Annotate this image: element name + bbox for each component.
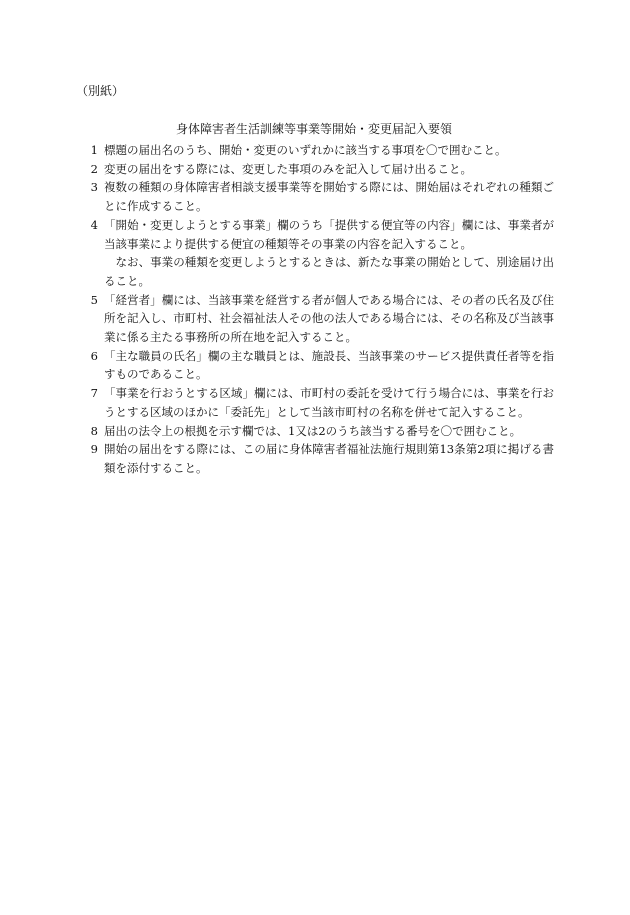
document-title: 身体障害者生活訓練等事業等開始・変更届記入要領 [176,122,453,136]
item-number: 7 [90,386,98,401]
item-continuation-text: なお、事業の種類を変更しようとするときは、新たな事業の開始として、別途届け出ること。 [104,255,554,288]
instruction-item-9 [84,440,554,477]
instruction-item-1 [84,141,554,160]
item-text: 開始の届出をする際には、この届に身体障害者福祉法施行規則第13条第2項に掲げる書類を添付すること。 [104,442,554,475]
item-text: 届出の法令上の根拠を示す欄では、1又は2のうち該当する番号を〇で囲むこと。 [104,423,522,438]
instruction-item-2 [84,160,554,179]
item-text: 複数の種類の身体障害者相談支援事業等を開始する際には、開始届はそれぞれの種類ごとに作成すること。 [104,180,554,214]
instruction-item-6 [84,347,554,384]
item-text: 「経営者」欄には、当該事業を経営する者が個人である場合には、その者の氏名及び住所を記入し、市町村、社会福祉法人その他の法人である場合には、その名称及び当該事業に係る主たる事務所の所在地を記入すること。 [104,292,554,345]
item-number: 3 [90,180,98,195]
item-text: 「開始・変更しようとする事業」欄のうち「提供する便宜等の内容」欄には、事業者が当該事業により提供する便宜の種類等その事業の内容を記入すること。 [104,217,554,251]
item-text: 標題の届出名のうち、開始・変更のいずれかに該当する事項を〇で囲むこと。 [104,143,507,157]
item-text: 「主な職員の氏名」欄の主な職員とは、施設長、当該事業のサービス提供責任者等を指すものであること。 [104,348,554,382]
attachment-label: （別紙） [76,84,125,98]
instruction-item-5 [84,291,554,347]
item-number: 5 [90,292,98,307]
item-number: 4 [90,217,98,232]
instruction-item-3 [84,178,554,215]
instruction-item-4-note [84,253,554,290]
instruction-list [84,141,554,478]
item-number: 2 [90,161,98,176]
item-number: 8 [90,423,98,438]
instruction-item-4 [84,216,554,253]
instruction-item-7 [84,384,554,421]
item-number: 6 [90,348,98,363]
item-number: 9 [90,442,98,457]
item-text: 変更の届出をする際には、変更した事項のみを記入して届け出ること。 [104,161,472,176]
instruction-item-8 [84,422,554,441]
item-text: 「事業を行おうとする区域」欄には、市町村の委託を受けて行う場合には、事業を行おうとする区域のほかに「委託先」として当該市町村の名称を併せて記入すること。 [104,386,554,419]
item-number: 1 [90,143,98,157]
